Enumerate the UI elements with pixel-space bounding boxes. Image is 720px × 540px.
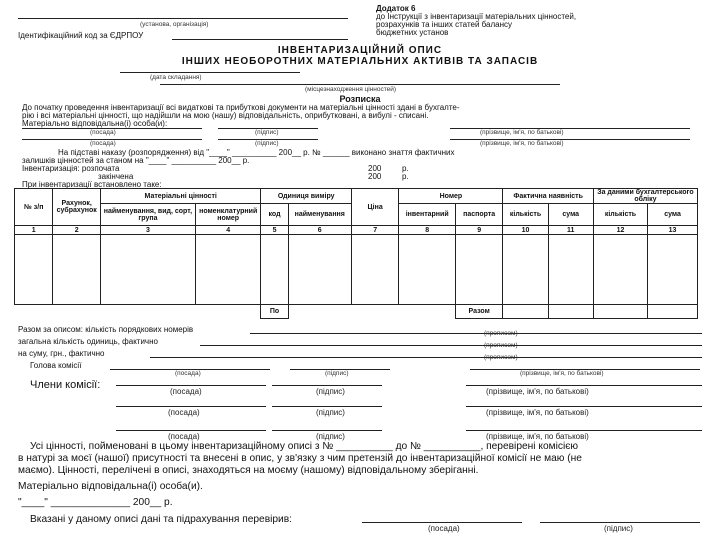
col-number: 12 xyxy=(593,226,647,235)
header-accounting-qty: кількість xyxy=(593,204,647,226)
inventory-table xyxy=(14,188,698,319)
totals-line-2-underline xyxy=(200,345,702,346)
header-number: Номер xyxy=(399,189,503,204)
totals-line-1-underline xyxy=(250,333,702,334)
location-caption: (місцезнаходження цінностей) xyxy=(305,86,397,93)
edrpou-line xyxy=(172,39,348,40)
totals-caption-2: (прописом) xyxy=(484,342,518,349)
header-factual-sum: сума xyxy=(548,204,593,226)
header-unit-name: найменування xyxy=(288,204,351,226)
page-total-row xyxy=(15,305,698,319)
header-passport-no: паспорта xyxy=(455,204,502,226)
header-code: код xyxy=(261,204,288,226)
totals-caption-1: (прописом) xyxy=(484,330,518,337)
checked-position-caption: (посада) xyxy=(428,524,460,533)
receipt-position-caption-2: (посада) xyxy=(90,140,116,147)
totals-line-1: Разом за описом: кількість порядкових номерів xyxy=(18,325,194,334)
receipt-signature-caption-1: (підпис) xyxy=(255,129,279,136)
member-2-name-line xyxy=(466,406,702,407)
header-factual-qty: кількість xyxy=(503,204,548,226)
member-2-name-caption: (прізвище, ім'я, по батькові) xyxy=(486,408,589,417)
header-accounting-sum: сума xyxy=(648,204,698,226)
member-1-name-line xyxy=(466,385,702,386)
member-3-name-line xyxy=(466,430,702,431)
closing-line-2: в натурі за моєї (нашої) присутності та внесені в опис, у зв'язку з чим претензій до інвентаризаційної комісії не маю (не xyxy=(18,453,582,464)
col-number: 9 xyxy=(455,226,502,235)
header-values: Матеріальні цінності xyxy=(100,189,261,204)
receipt-heading: Розписка xyxy=(339,94,381,104)
checked-position-line xyxy=(362,522,522,523)
header-inventory-no: інвентарний xyxy=(399,204,456,226)
location-line xyxy=(160,84,560,85)
order-line-2: залишків цінностей за станом на "____" __________ 200__ р. xyxy=(22,156,250,165)
header-accounting: За даними бухгалтерського обліку xyxy=(593,189,697,204)
member-1-position-line xyxy=(116,385,266,386)
member-3-name-caption: (прізвище, ім'я, по батькові) xyxy=(486,432,589,441)
receipt-text-2: рію і всі матеріальні цінності, що надійшли на мою (нашу) відповідальність, оприбутковані, а вибулі - списані. xyxy=(22,111,429,120)
appendix-note-1: до Інструкції з інвентаризації матеріальних цінностей, xyxy=(376,12,577,21)
member-2-signature-caption: (підпис) xyxy=(316,408,345,417)
col-number: 3 xyxy=(100,226,195,235)
col-number: 11 xyxy=(548,226,593,235)
header-unit: Одиниця виміру xyxy=(261,189,351,204)
member-2-signature-line xyxy=(272,406,382,407)
table-row xyxy=(15,235,698,305)
col-number: 4 xyxy=(195,226,261,235)
closing-line-3: маємо). Цінності, перелічені в описі, знаходяться на моєму (нашому) відповідальному зберіганні. xyxy=(18,465,479,476)
established-label: При інвентаризації встановлено таке: xyxy=(22,180,162,189)
date-caption: (дата складання) xyxy=(150,74,202,81)
member-1-name-caption: (прізвище, ім'я, по батькові) xyxy=(486,387,589,396)
col-number: 10 xyxy=(503,226,548,235)
org-caption: (установа, організація) xyxy=(140,21,209,28)
header-nomenclature: номенклатурний номер xyxy=(195,204,261,226)
appendix-label: Додаток 6 xyxy=(376,4,416,13)
member-1-signature-caption: (підпис) xyxy=(316,387,345,396)
closing-line-1: Усі цінності, пойменовані в цьому інвентаризаційному описі з № __________ до № __________, перевірені комісією xyxy=(30,441,579,452)
members-label: Члени комісії: xyxy=(30,379,101,391)
inventory-end-year: 200 xyxy=(368,172,382,181)
checked-signature-line xyxy=(540,522,700,523)
inventory-end-year-suffix: р. xyxy=(402,172,409,181)
header-account: Рахунок, субрахунок xyxy=(53,189,100,226)
col-number: 2 xyxy=(53,226,100,235)
header-name: найменування, вид, сорт, група xyxy=(100,204,195,226)
totals-caption-3: (прописом) xyxy=(484,354,518,361)
checked-signature-caption: (підпис) xyxy=(604,524,633,533)
appendix-note-3: бюджетних установ xyxy=(376,28,449,37)
chairman-signature-caption: (підпис) xyxy=(325,370,349,377)
col-number: 5 xyxy=(261,226,288,235)
inventory-start-year-suffix: р. xyxy=(402,164,409,173)
receipt-position-caption-1: (посада) xyxy=(90,129,116,136)
chairman-position-caption: (посада) xyxy=(175,370,201,377)
closing-checked: Вказані у даному описі дані та підрахування перевірив: xyxy=(30,514,292,525)
member-3-signature-caption: (підпис) xyxy=(316,432,345,441)
col-number: 13 xyxy=(648,226,698,235)
inventory-start-year: 200 xyxy=(368,164,382,173)
header-no: № з/п xyxy=(15,189,53,226)
receipt-text-1: До початку проведення інвентаризації всі видаткові та прибуткові документи на матеріальні цінності здані в бухгалте- xyxy=(22,103,460,112)
totals-line-2: загальна кількість одиниць, фактично xyxy=(18,337,158,346)
edrpou-label: Ідентифікаційний код за ЄДРПОУ xyxy=(18,31,144,40)
column-numbers-row xyxy=(15,226,698,235)
receipt-signature-caption-2: (підпис) xyxy=(255,140,279,147)
org-line xyxy=(18,18,348,19)
member-2-position-caption: (посада) xyxy=(168,408,200,417)
receipt-text-3: Матеріально відповідальна(і) особа(и): xyxy=(22,119,168,128)
header-price: Ціна xyxy=(351,189,398,226)
inventory-start-label: Інвентаризація: розпочата xyxy=(22,164,120,173)
closing-date: "____" ______________ 200__ р. xyxy=(18,497,173,508)
member-3-position-line xyxy=(116,430,266,431)
totals-line-3: на суму, грн., фактично xyxy=(18,349,105,358)
appendix-note-2: розрахунків та інших статей балансу xyxy=(376,20,513,29)
totals-line-3-underline xyxy=(150,357,702,358)
chairman-name-caption: (прізвище, ім'я, по батькові) xyxy=(520,370,604,377)
col-number: 1 xyxy=(15,226,53,235)
member-3-position-caption: (посада) xyxy=(168,432,200,441)
receipt-name-caption-1: (прізвище, ім'я, по батькові) xyxy=(480,129,564,136)
member-1-position-caption: (посада) xyxy=(170,387,202,396)
chairman-label: Голова комісії xyxy=(30,361,82,370)
form-title-2: ІНШИХ НЕОБОРОТНИХ МАТЕРІАЛЬНИХ АКТИВІВ ТА ЗАПАСІВ xyxy=(181,56,539,67)
member-2-position-line xyxy=(116,406,266,407)
receipt-name-caption-2: (прізвище, ім'я, по батькові) xyxy=(480,140,564,147)
col-number: 8 xyxy=(399,226,456,235)
date-line xyxy=(120,72,300,73)
inventory-end-label: закінчена xyxy=(98,172,134,181)
form-title-1: ІНВЕНТАРИЗАЦІЙНИЙ ОПИС xyxy=(277,45,443,56)
member-3-signature-line xyxy=(272,430,382,431)
total-label: Разом xyxy=(455,305,502,319)
member-1-signature-line xyxy=(272,385,382,386)
col-number: 6 xyxy=(288,226,351,235)
page-total-label: По xyxy=(261,305,288,319)
header-factual: Фактична наявність xyxy=(503,189,593,204)
col-number: 7 xyxy=(351,226,398,235)
order-line-1: На підставі наказу (розпорядження) від "____" __________ 200__ р. № ______ виконано знаття фактичних xyxy=(58,148,455,157)
closing-responsible: Матеріально відповідальна(і) особа(и). xyxy=(18,481,203,492)
